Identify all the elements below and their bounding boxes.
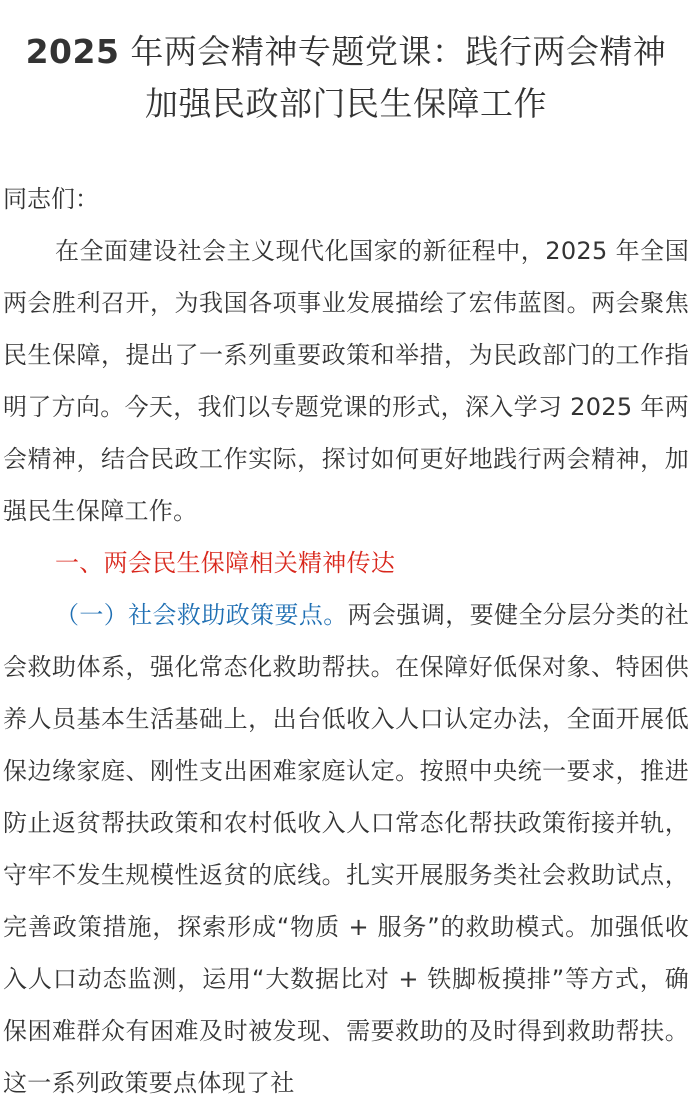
subsection-paragraph-1 [3, 589, 689, 1097]
title-line-1-text: 年两会精神专题党课：践行两会精神 [119, 32, 667, 71]
title-line-2: 加强民政部门民生保障工作 [145, 84, 547, 123]
document-title [3, 26, 689, 130]
intro-paragraph: 在全面建设社会主义现代化国家的新征程中，2025 年全国两会胜利召开，为我国各项事业发展描绘了宏伟蓝图。两会聚焦民生保障，提出了一系列重要政策和举措，为民政部门的工作指明了方向。今天，我们以专题党课的形式，深入学习 2025 年两会精神，结合民政工作实际，探讨如何更好地践行两会精神，加强民生保障工作。 [3, 237, 689, 525]
salutation: 同志们： [3, 185, 99, 213]
subsection-heading-1: （一）社会救助政策要点。 [55, 601, 348, 629]
subsection-body-1: 两会强调，要健全分层分类的社会救助体系，强化常态化救助帮扶。在保障好低保对象、特困供养人员基本生活基础上，出台低收入人口认定办法，全面开展低保边缘家庭、刚性支出困难家庭认定。按照中央统一要求，推进防止返贫帮扶政策和农村低收入人口常态化帮扶政策衔接并轨，守牢不发生规模性返贫的底线。扎实开展服务类社会救助试点，完善政策措施，探索形成“物质 + 服务”的救助模式。加强低收入人口动态监测，运用“大数据比对 + 铁脚板摸排”等方式，确保困难群众有困难及时被发现、需要救助的及时得到救助帮扶。这一系列政策要点体现了社 [3, 601, 689, 1097]
section-heading-1: 一、两会民生保障相关精神传达 [55, 549, 396, 577]
title-line-1 [3, 26, 689, 78]
title-year: 2025 [25, 32, 120, 71]
